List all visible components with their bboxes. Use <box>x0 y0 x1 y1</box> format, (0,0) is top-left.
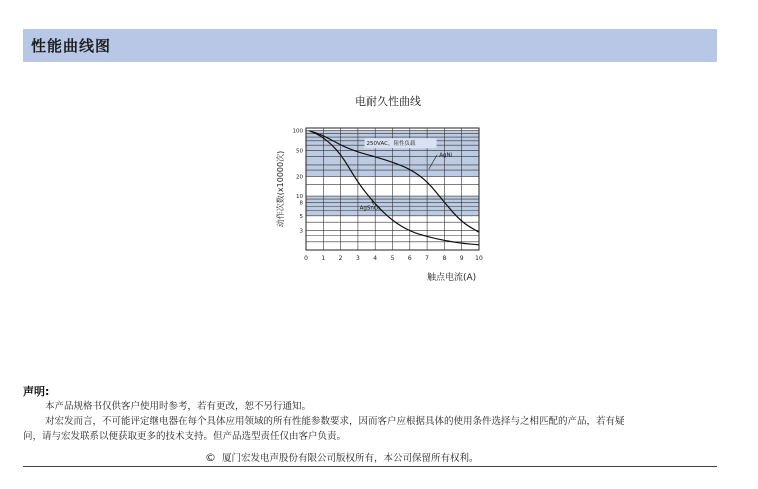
x-tick-label: 2 <box>338 255 343 262</box>
copyright-icon: © <box>205 451 216 464</box>
x-tick-label: 0 <box>304 255 308 262</box>
y-tick-label: 5 <box>299 213 303 220</box>
y-axis-label: 动作次数(x10000次) <box>276 150 285 228</box>
declaration-line-1: 本产品规格书仅供客户使用时参考，若有更改，恕不另行通知。 <box>45 401 312 412</box>
endurance-chart <box>270 115 510 290</box>
y-tick-label: 20 <box>296 174 303 181</box>
declaration-title: 声明: <box>23 385 50 398</box>
x-tick-label: 3 <box>355 255 360 262</box>
declaration-line-2: 对宏发而言，不可能评定继电器在每个具体应用领域的所有性能参数要求，因而客户应根据具体的使用条件选择与之相匹配的产品，若有疑 <box>45 416 625 427</box>
x-tick-label: 10 <box>475 255 483 262</box>
x-tick-label: 5 <box>390 255 395 262</box>
x-tick-label: 8 <box>442 255 447 262</box>
copyright-text: 厦门宏发电声股份有限公司版权所有，本公司保留所有权利。 <box>222 453 479 464</box>
y-tick-label: 10 <box>296 194 303 201</box>
x-tick-label: 6 <box>407 255 412 262</box>
x-axis-label: 触点电流(A) <box>427 273 477 283</box>
y-tick-label: 3 <box>299 228 303 235</box>
section-header-bar <box>23 29 717 62</box>
section-title: 性能曲线图 <box>31 37 112 55</box>
declaration-line-3: 问，请与宏发联系以便获取更多的技术支持。但产品选型责任仅由客户负责。 <box>23 431 347 442</box>
annotation-text: 250VAC，阻性负载 <box>366 141 416 148</box>
x-tick-label: 9 <box>459 255 464 262</box>
y-tick-label: 8 <box>299 200 303 207</box>
series-label-0: AgNi <box>439 152 453 159</box>
x-tick-label: 1 <box>321 255 326 262</box>
y-tick-label: 100 <box>292 128 303 135</box>
footer-divider <box>23 466 717 467</box>
copyright-footer <box>205 450 479 464</box>
series-label-1: AgSnO₂ <box>359 205 381 212</box>
y-tick-label: 50 <box>296 148 303 155</box>
x-tick-label: 4 <box>373 255 378 262</box>
x-tick-label: 7 <box>425 255 430 262</box>
chart-title: 电耐久性曲线 <box>355 95 421 108</box>
